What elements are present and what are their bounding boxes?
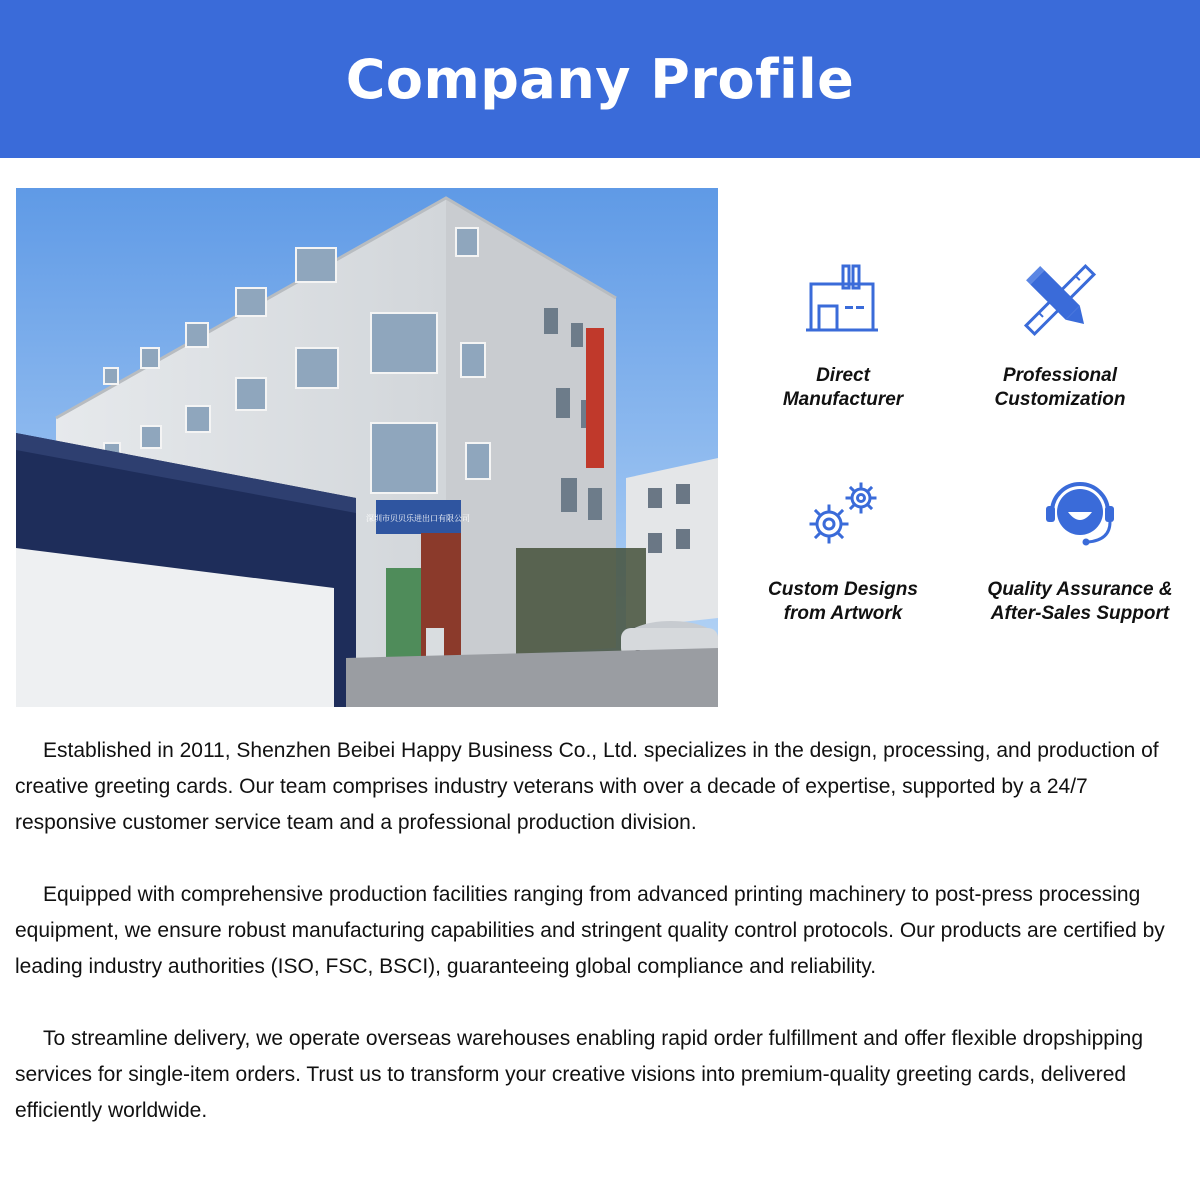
feature-label: Direct Manufacturer: [782, 365, 904, 410]
factory-icon: [803, 262, 883, 338]
feature-label: Quality Assurance & After-Sales Support: [987, 579, 1173, 624]
feature-label: Custom Designs from Artwork: [768, 579, 918, 624]
header-banner: [0, 0, 1200, 158]
feature-professional-customization: [950, 262, 1170, 412]
pencil-ruler-icon: [1020, 262, 1100, 338]
feature-custom-designs: [733, 478, 953, 626]
feature-quality-assurance: [970, 478, 1190, 626]
feature-label: Professional Customization: [994, 365, 1126, 410]
headset-support-icon: [1040, 478, 1120, 554]
factory-building-photo: [16, 188, 718, 707]
company-description: [15, 733, 1190, 1129]
feature-direct-manufacturer: [733, 262, 953, 412]
page-title: Company Profile: [345, 47, 855, 111]
paragraph-facilities: Equipped with comprehensive production facilities ranging from advanced printing machinery to post-press processing equipment, we ensure robust manufacturing capabilities and stringent quality control protocols. Our products are certified by leading industry authorities (ISO, FSC, BSCI), guaranteeing global compliance and reliability.: [15, 883, 1165, 978]
paragraph-delivery: To streamline delivery, we operate overseas warehouses enabling rapid order fulfillment and offer flexible dropshipping services for single-item orders. Trust us to transform your creative visions into premium-quality greeting cards, delivered efficiently worldwide.: [15, 1027, 1144, 1122]
paragraph-intro: Established in 2011, Shenzhen Beibei Happy Business Co., Ltd. specializes in the design, processing, and production of creative greeting cards. Our team comprises industry veterans with over a decade of expertise, supported by a 24/7 responsive customer service team and a professional production division.: [15, 739, 1159, 834]
building-sign-text: 深圳市贝贝乐进出口有限公司: [366, 514, 470, 523]
gears-icon: [803, 478, 883, 554]
